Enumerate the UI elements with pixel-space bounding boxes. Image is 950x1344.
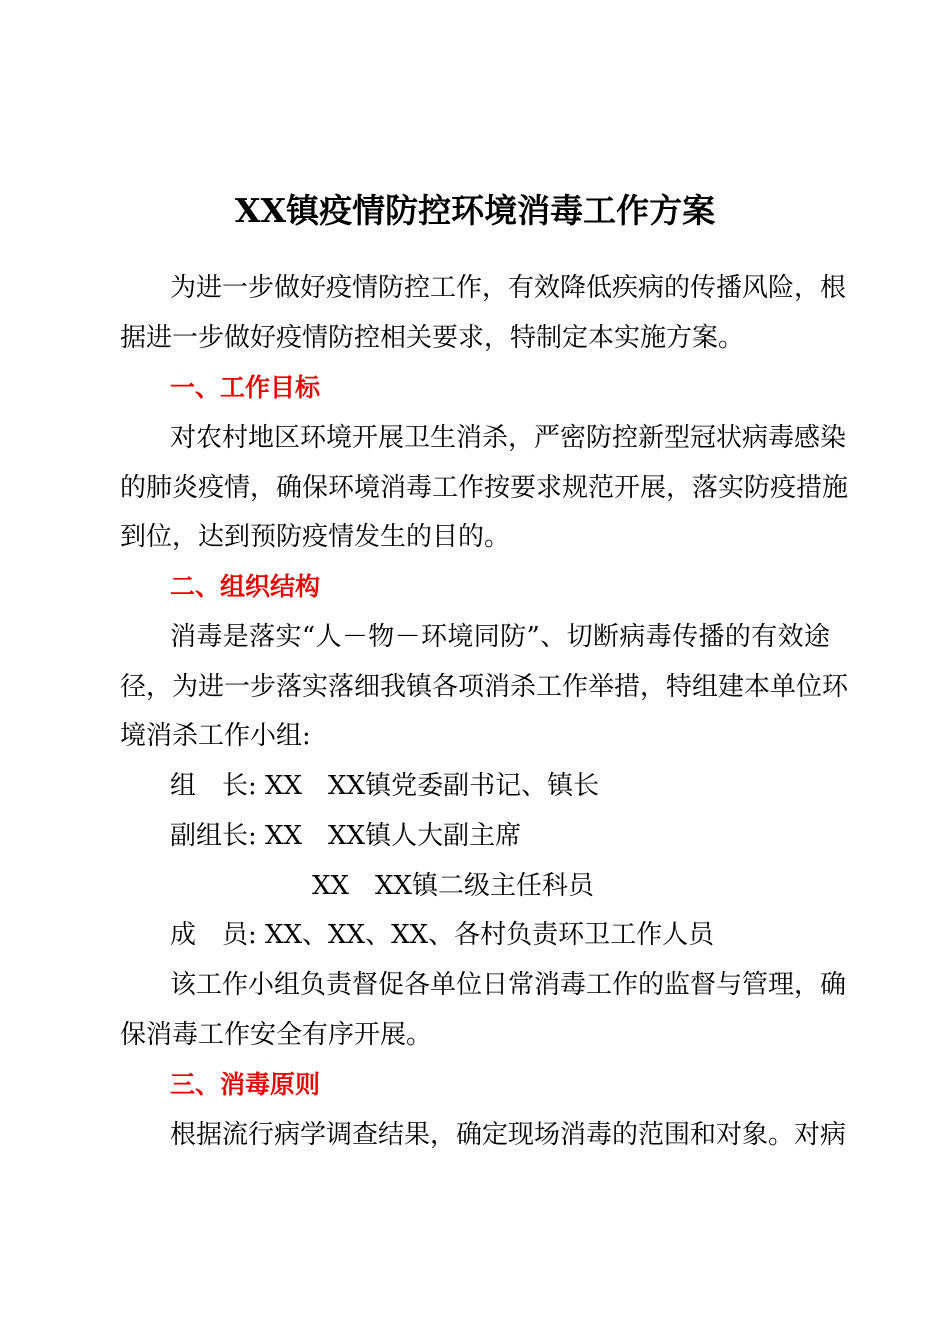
section-2-line-3: 境消杀工作小组: — [120, 721, 311, 751]
team-deputy-1: 副组长: XX XX镇人大副主席 — [170, 821, 522, 851]
section-2-heading: 二、组织结构 — [170, 572, 321, 601]
document-title: XX镇疫情防控环境消毒工作方案 — [234, 191, 716, 230]
section-1-heading: 一、工作目标 — [170, 373, 321, 402]
intro-line-2: 据进一步做好疫情防控相关要求，特制定本实施方案。 — [120, 323, 745, 353]
section-3-line-1: 根据流行病学调查结果，确定现场消毒的范围和对象。对病 — [170, 1120, 847, 1150]
section-1-line-3: 到位，达到预防疫情发生的目的。 — [120, 522, 511, 552]
team-leader: 组 长: XX XX镇党委副书记、镇长 — [170, 771, 600, 801]
team-deputy-2: XX XX镇二级主任科员 — [312, 871, 595, 901]
team-duty-line-1: 该工作小组负责督促各单位日常消毒工作的监督与管理，确 — [170, 970, 847, 1000]
section-2-line-1: 消毒是落实“人－物－环境同防”、切断病毒传播的有效途 — [170, 622, 830, 652]
section-1-line-2: 的肺炎疫情，确保环境消毒工作按要求规范开展，落实防疫措施 — [120, 473, 849, 503]
intro-line-1: 为进一步做好疫情防控工作，有效降低疾病的传播风险，根 — [170, 273, 847, 303]
section-1-line-1: 对农村地区环境开展卫生消杀，严密防控新型冠状病毒感染 — [170, 423, 847, 453]
section-3-heading: 三、消毒原则 — [170, 1070, 321, 1099]
section-2-line-2: 径，为进一步落实落细我镇各项消杀工作举措，特组建本单位环 — [120, 672, 849, 702]
team-duty-line-2: 保消毒工作安全有序开展。 — [120, 1020, 433, 1050]
team-members: 成 员: XX、XX、XX、各村负责环卫工作人员 — [170, 920, 715, 950]
